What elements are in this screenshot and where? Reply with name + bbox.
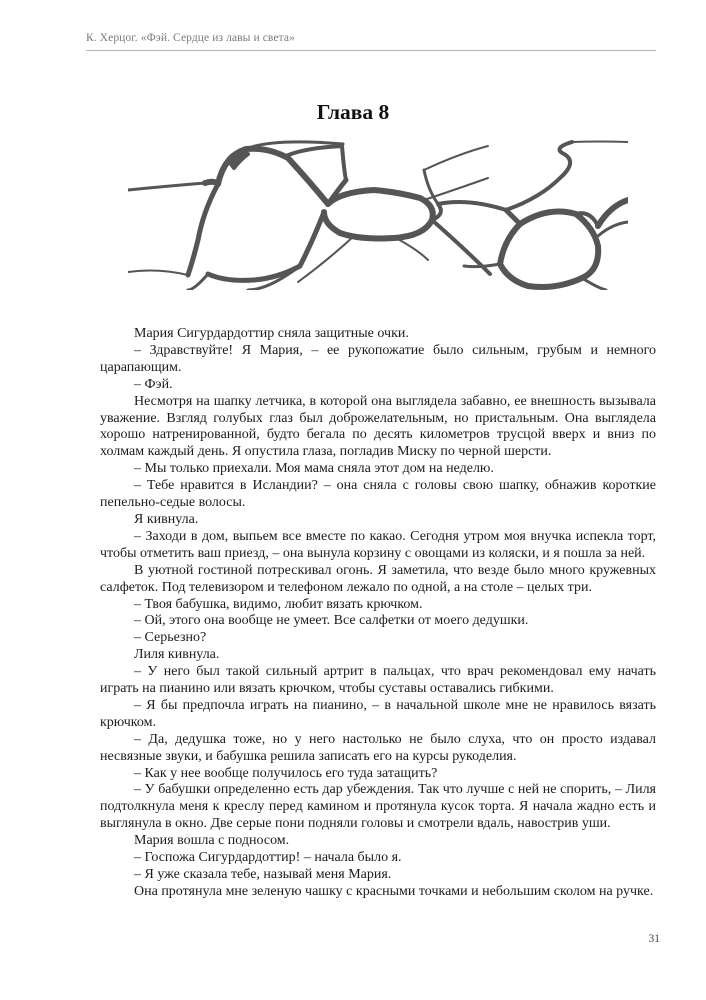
paragraph: – У него был такой сильный артрит в пальцах, что врач рекомендовал ему начать играть на пианино или вязать крючком, чтобы суставы оставались гибкими. [100,664,656,697]
paragraph: В уютной гостиной потрескивал огонь. Я заметила, что везде было много кружевных салфеток. Под телевизором и телефоном лежало по одной, а на столе – целых три. [100,562,656,595]
paragraph: – Здравствуйте! Я Мария, – ее рукопожатие было сильным, грубым и немного царапающим. [100,342,656,375]
paragraph: – Тебе нравится в Исландии? – она сняла с головы свою шапку, обнажив короткие пепельно-седые волосы. [100,478,656,511]
paragraph: Лиля кивнула. [134,647,220,663]
paragraph: Мария Сигурдардоттир сняла защитные очки. [134,326,409,341]
paragraph: – Ой, этого она вообще не умеет. Все салфетки от моего дедушки. [134,613,529,629]
paragraph: Несмотря на шапку летчика, в которой она выглядела забавно, ее внешность вызывала уважение. Взгляд голубых глаз был доброжелательным, но пристальным. Она выглядела хорошо натренированной, будто бегала по десять километров трусцой вверх и вниз по холмам каждый день. Я опустила глаза, погладив Миску по черной шерсти. [100,393,656,460]
paragraph: – Как у нее вообще получилось его туда затащить? [134,765,438,781]
page-number: 31 [648,933,660,945]
paragraph: – Я уже сказала тебе, называй меня Мария. [134,867,392,882]
paragraph: – Да, дедушка тоже, но у него настолько не было слуха, что он просто издавал несвязные звуки, и бабушка решила записать его на курсы рукоделия. [100,731,656,764]
paragraph: – Серьезно? [134,630,207,646]
paragraph: – Мы только приехали. Моя мама сняла этот дом на неделю. [134,461,494,477]
paragraph: – Фэй. [134,376,173,392]
paragraph: Мария вошла с подносом. [134,833,290,849]
running-head: К. Херцог. «Фэй. Сердце из лавы и света» [86,32,295,44]
paragraph: Она протянула мне зеленую чашку с красными точками и небольшим сколом на ручке. [134,883,654,899]
lava-crack-ornament-icon [128,140,628,290]
chapter-body [100,326,656,901]
chapter-title: Глава 8 [316,100,390,124]
paragraph: – Я бы предпочла играть на пианино, – в начальной школе мне не нравилось вязать крючком. [100,697,656,730]
paragraph: – Твоя бабушка, видимо, любит вязать крючком. [134,596,423,612]
paragraph: Я кивнула. [134,511,199,527]
paragraph: – Госпожа Сигурдардоттир! – начала было я. [134,850,402,866]
header-rule [86,50,656,51]
paragraph: – У бабушки определенно есть дар убеждения. Так что лучше с ней не спорить, – Лиля подтолкнула меня к креслу перед камином и протянула кусок торта. Я начала жадно есть и выглянула в окно. Две серые пони подняли головы и смотрели вдаль, навострив уши. [100,782,656,832]
paragraph: – Заходи в дом, выпьем все вместе по какао. Сегодня утром моя внучка испекла торт, чтобы отметить ваш приезд, – она вынула корзину с овощами из коляски, и я пошла за ней. [100,528,656,561]
